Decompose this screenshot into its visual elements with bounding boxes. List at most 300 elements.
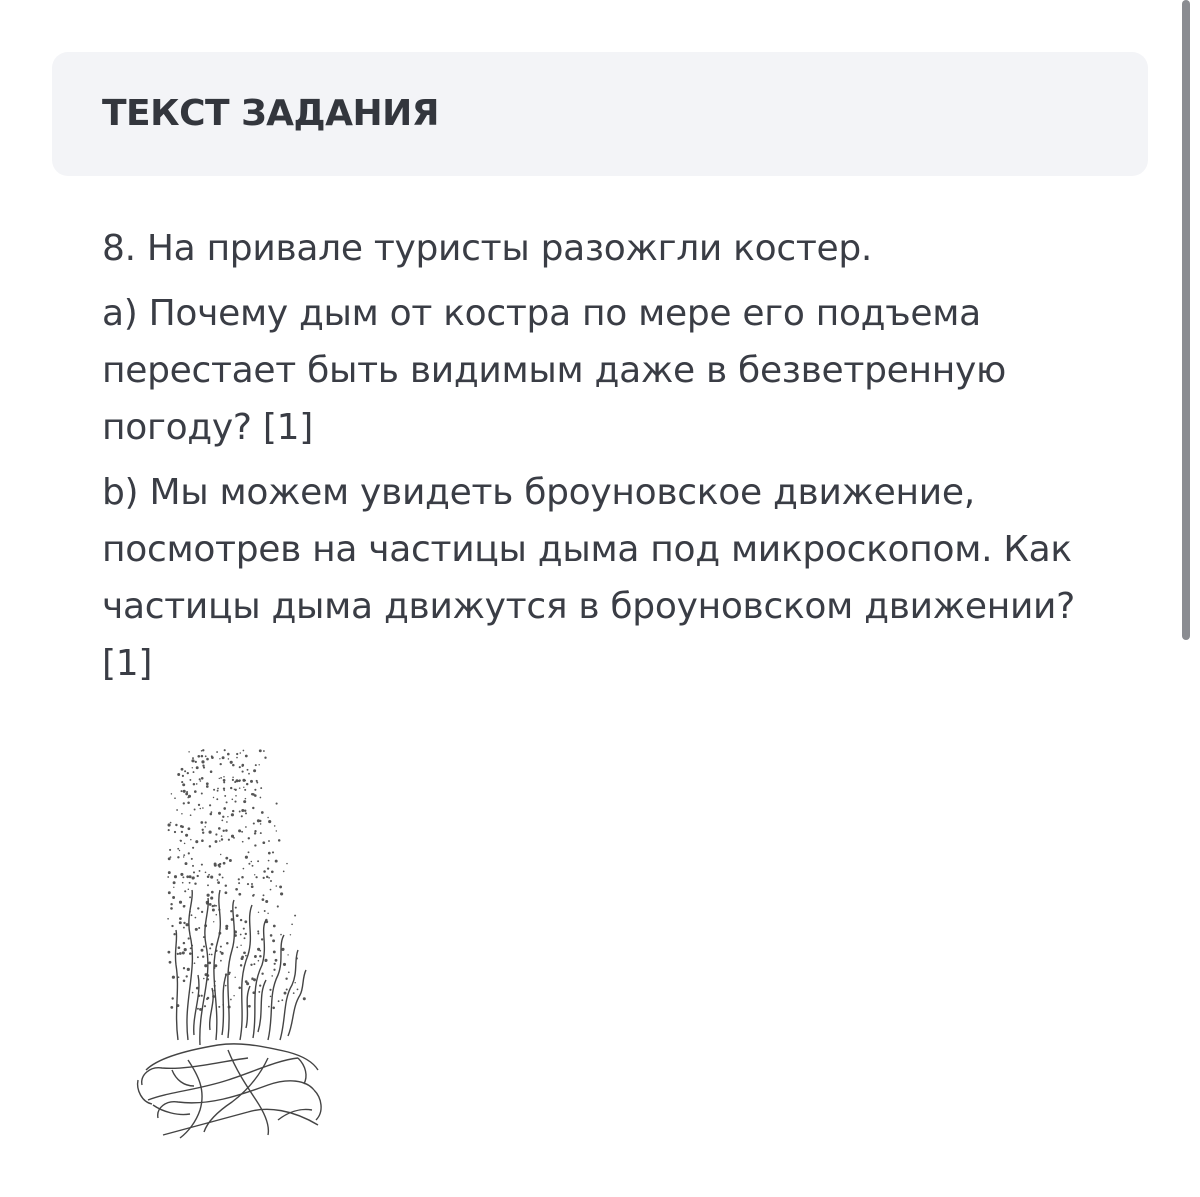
smoke-particle [211, 954, 213, 956]
smoke-particle [174, 797, 176, 799]
smoke-particle [201, 777, 204, 780]
smoke-particle [211, 756, 214, 759]
smoke-particle [171, 925, 173, 927]
smoke-particle [204, 964, 207, 967]
smoke-particle [183, 854, 185, 856]
smoke-particle [219, 758, 220, 759]
smoke-particle [293, 992, 295, 994]
smoke-particle [271, 870, 274, 873]
smoke-particle [201, 995, 203, 997]
smoke-particle [201, 755, 204, 758]
smoke-particle [198, 804, 200, 806]
smoke-particle [262, 841, 265, 844]
smoke-particle [223, 830, 225, 832]
smoke-particle [286, 988, 288, 990]
smoke-particle [170, 907, 173, 910]
smoke-particle [196, 766, 199, 769]
smoke-particle [251, 885, 254, 888]
smoke-particle [241, 831, 243, 833]
smoke-particle [282, 948, 285, 951]
smoke-particle [236, 753, 238, 755]
smoke-particle [271, 975, 273, 977]
smoke-particle [181, 768, 184, 771]
smoke-particle [183, 967, 185, 969]
smoke-particle [222, 877, 224, 879]
smoke-particle [245, 856, 248, 859]
smoke-particle [184, 770, 186, 772]
smoke-particle [242, 841, 244, 843]
smoke-particle [181, 781, 183, 783]
smoke-particle [222, 756, 225, 759]
smoke-particle [189, 896, 191, 898]
smoke-particle [205, 755, 207, 757]
smoke-particle [182, 882, 184, 884]
smoke-particle [215, 833, 217, 835]
smoke-particle [266, 876, 268, 878]
smoke-particle [233, 837, 235, 839]
smoke-particle [232, 779, 234, 781]
smoke-particle [210, 897, 213, 900]
smoke-particle [185, 792, 188, 795]
smoke-particle [245, 798, 247, 800]
smoke-particle [185, 834, 188, 837]
smoke-particle [268, 1006, 270, 1008]
smoke-particle [223, 788, 225, 790]
smoke-particle [182, 876, 184, 878]
smoke-particle [234, 781, 236, 783]
smoke-particle [268, 840, 270, 842]
smoke-particle [265, 900, 268, 903]
smoke-particle [241, 876, 244, 879]
smoke-particle [183, 802, 185, 804]
smoke-particle [206, 782, 209, 785]
smoke-particle [187, 802, 190, 805]
smoke-particle [267, 913, 268, 914]
smoke-particle [244, 920, 247, 923]
smoke-particle [240, 934, 242, 936]
smoke-particle [189, 779, 191, 781]
smoke-particle [276, 803, 278, 805]
smoke-particle [206, 998, 208, 1000]
smoke-particle [275, 959, 278, 962]
smoke-particle [200, 780, 202, 782]
smoke-particle [250, 780, 253, 783]
smoke-particle [254, 794, 257, 797]
smoke-particle [250, 964, 252, 966]
smoke-particle [234, 789, 235, 790]
smoke-particle [244, 810, 246, 812]
smoke-particle [185, 862, 188, 865]
smoke-particle [201, 839, 204, 842]
smoke-particle [192, 992, 194, 994]
smoke-particle [167, 951, 170, 954]
smoke-particle [238, 882, 240, 884]
smoke-particle [207, 884, 209, 886]
smoke-particle [251, 861, 253, 863]
smoke-particle [232, 799, 234, 801]
smoke-particle [210, 876, 213, 879]
smoke-particle [225, 829, 228, 832]
smoke-particle [179, 921, 182, 924]
smoke-particle [261, 811, 264, 814]
smoke-particle [275, 860, 278, 863]
smoke-particle [264, 910, 266, 912]
smoke-particle [214, 905, 216, 907]
smoke-particle [219, 865, 221, 867]
smoke-particle [238, 829, 241, 832]
smoke-particle [209, 831, 212, 834]
smoke-particle [285, 977, 287, 979]
smoke-particle [179, 952, 182, 955]
smoke-particle [245, 812, 247, 814]
smoke-particle [247, 883, 249, 885]
smoke-particle [279, 885, 282, 888]
smoke-particle [254, 832, 256, 834]
smoke-particle [230, 761, 233, 764]
smoke-particle [232, 764, 235, 767]
smoke-particle [197, 1008, 199, 1010]
smoke-particle [221, 835, 223, 837]
smoke-particle [231, 813, 234, 816]
smoke-particle [200, 808, 202, 810]
smoke-particle [207, 894, 210, 897]
smoke-particle [253, 822, 255, 824]
smoke-particle [203, 978, 205, 980]
smoke-particle [218, 1006, 220, 1008]
smoke-particle [183, 905, 186, 908]
smoke-particle [194, 809, 196, 811]
smoke-particle [184, 948, 187, 951]
smoke-particle [270, 996, 272, 998]
smoke-particle [210, 813, 213, 816]
smoke-particle [273, 925, 276, 928]
smoke-particle [220, 951, 222, 953]
smoke-particle [173, 881, 176, 884]
smoke-particle [255, 764, 257, 766]
smoke-particle [213, 789, 215, 791]
smoke-particle [259, 749, 262, 752]
smoke-particle [257, 948, 260, 951]
smoke-particle [280, 934, 282, 936]
smoke-particle [222, 816, 224, 818]
smoke-particle [224, 749, 226, 751]
smoke-particle [177, 773, 180, 776]
smoke-particle [216, 751, 218, 753]
smoke-particle [183, 927, 185, 929]
smoke-particle [168, 823, 171, 826]
smoke-particle [211, 943, 214, 946]
smoke-particle [202, 765, 204, 767]
smoke-particle [253, 769, 256, 772]
smoke-particle [226, 821, 228, 823]
smoke-particle [191, 914, 193, 916]
smoke-particle [227, 816, 228, 817]
smoke-particle [192, 865, 194, 867]
smoke-particle [188, 827, 191, 830]
smoke-particle [243, 787, 244, 788]
smoke-particle [223, 776, 225, 778]
smoke-particle [208, 874, 210, 876]
smoke-particle [168, 829, 170, 831]
smoke-particle [263, 750, 265, 752]
smoke-particle [254, 830, 256, 832]
smoke-particle [177, 848, 179, 850]
smoke-particle [229, 859, 232, 862]
smoke-particle [263, 870, 266, 873]
smoke-particle [189, 952, 192, 955]
smoke-particle [214, 863, 217, 866]
smoke-particle [230, 999, 232, 1001]
smoke-particle [204, 1005, 206, 1007]
smoke-particle [239, 787, 241, 789]
smoke-particle [186, 975, 188, 977]
smoke-particle [201, 911, 203, 913]
smoke-particle [254, 789, 256, 791]
smoke-particle [252, 865, 254, 867]
smoke-particle [244, 789, 246, 791]
smoke-particle [245, 955, 247, 957]
smoke-particle [234, 801, 236, 803]
smoke-particle [236, 757, 238, 759]
smoke-particle [168, 857, 171, 860]
smoke-particle [178, 946, 181, 949]
smoke-particle [245, 755, 248, 758]
smoke-particle [192, 847, 194, 849]
smoke-particle [208, 962, 211, 965]
smoke-particle [224, 795, 226, 797]
smoke-particle [168, 871, 171, 874]
smoke-particle [223, 779, 226, 782]
smoke-particle [212, 909, 215, 912]
smoke-particle [203, 945, 205, 947]
smoke-particle [211, 811, 213, 813]
smoke-particle [168, 891, 171, 894]
smoke-particle [181, 813, 183, 815]
smoke-particle [270, 889, 272, 891]
smoke-particle [225, 857, 228, 860]
smoke-particle [197, 875, 199, 877]
smoke-particle [283, 871, 285, 873]
smoke-particle [217, 881, 220, 884]
smoke-particle [193, 771, 195, 773]
smoke-particle [257, 930, 259, 932]
smoke-particle [167, 918, 169, 920]
smoke-particle [226, 801, 228, 803]
smoke-particle [257, 860, 259, 862]
smoke-particle [248, 773, 250, 775]
smoke-particle [202, 807, 204, 809]
smoke-particle [243, 928, 245, 930]
smoke-particle [220, 777, 222, 779]
smoke-particle [183, 856, 184, 857]
smoke-particle [195, 761, 197, 763]
smoke-particle [278, 839, 281, 842]
smoke-particle [170, 1006, 173, 1009]
smoke-particle [268, 877, 270, 879]
smoke-particle [240, 919, 242, 921]
smoke-particle [240, 752, 242, 754]
smoke-particle [236, 914, 239, 917]
smoke-particle [294, 982, 295, 983]
smoke-particle [274, 825, 276, 827]
smoke-particle [206, 785, 209, 788]
smoke-particle [195, 928, 198, 931]
smoke-particle [238, 780, 240, 782]
smoke-particle [235, 795, 237, 797]
smoke-particle [190, 814, 192, 816]
smoke-particle [223, 862, 226, 865]
smoke-particle [268, 852, 271, 855]
smoke-particle [218, 873, 220, 875]
smoke-particle [225, 884, 227, 886]
smoke-particle [253, 894, 255, 896]
page-title: ТЕКСТ ЗАДАНИЯ [102, 93, 439, 134]
smoke-particle [219, 840, 221, 842]
smoke-particle [254, 874, 255, 875]
smoke-particle [199, 870, 201, 872]
smoke-particle [283, 963, 286, 966]
smoke-particle [189, 882, 191, 884]
smoke-particle [254, 844, 256, 846]
smoke-particle [188, 852, 190, 854]
smoke-particle [255, 876, 257, 878]
smoke-particle [230, 910, 232, 912]
smoke-particle [181, 831, 183, 833]
smoke-particle [220, 763, 222, 765]
smoke-particle [258, 991, 260, 993]
smoke-particle [188, 751, 189, 752]
task-text [102, 220, 1102, 700]
smoke-particle [179, 901, 182, 904]
smoke-particle [210, 770, 213, 773]
smoke-particle [206, 758, 209, 761]
smoke-particle [270, 880, 272, 882]
smoke-particle [172, 997, 174, 999]
smoke-particle [198, 927, 200, 929]
question-text: 8. На привале туристы разожгли костер. [102, 228, 873, 269]
smoke-particle [173, 933, 175, 935]
smoke-particle [223, 807, 226, 810]
smoke-particle [225, 927, 228, 930]
smoke-particle [202, 829, 204, 831]
smoke-particle [176, 809, 178, 811]
smoke-particle [192, 757, 194, 759]
smoke-particle [225, 985, 227, 987]
smoke-particle [272, 1007, 275, 1010]
smoke-particle [273, 950, 276, 953]
smoke-particle [258, 960, 260, 962]
smoke-particle [228, 839, 230, 841]
smoke-particle [202, 832, 204, 834]
smoke-particle [245, 980, 248, 983]
smoke-particle [221, 820, 223, 822]
smoke-particle [196, 783, 198, 785]
smoke-particle [235, 907, 237, 909]
smoke-particle [243, 800, 246, 803]
smoke-particle [268, 860, 270, 862]
smoke-particle [170, 822, 172, 824]
smoke-particle [175, 824, 177, 826]
smoke-particle [192, 767, 193, 768]
smoke-particle [174, 875, 177, 878]
smoke-particle [192, 877, 195, 880]
smoke-particle [240, 964, 242, 966]
smoke-particle [181, 790, 183, 792]
smoke-particle [257, 819, 260, 822]
smoke-particle [197, 755, 200, 758]
smoke-particle [179, 917, 182, 920]
smoke-particle [223, 781, 225, 783]
scrollbar[interactable] [1182, 0, 1190, 640]
smoke-particle [288, 971, 290, 973]
smoke-particle [217, 790, 219, 792]
smoke-particle [244, 937, 246, 939]
smoke-particle [263, 894, 265, 896]
smoke-particle [232, 810, 234, 812]
smoke-particle [177, 856, 179, 858]
smoke-particle [215, 840, 218, 843]
smoke-particle [239, 811, 241, 813]
smoke-particle [264, 959, 267, 962]
smoke-particle [290, 934, 291, 935]
smoke-particle [183, 790, 186, 793]
smoke-particle [258, 764, 259, 765]
smoke-particle [236, 946, 238, 948]
smoke-particle [170, 903, 172, 905]
smoke-particle [195, 917, 197, 919]
smoke-particle [234, 977, 235, 978]
smoke-particle [218, 827, 221, 830]
smoke-particle [213, 797, 214, 798]
smoke-particle [258, 912, 259, 913]
smoke-particle [242, 779, 245, 782]
smoke-particle [259, 955, 262, 958]
smoke-particle [245, 826, 247, 828]
smoke-particle [171, 793, 172, 794]
smoke-particle [177, 953, 179, 955]
smoke-particle [248, 863, 250, 865]
smoke-particle [262, 898, 265, 901]
smoke-particle [201, 949, 204, 952]
smoke-particle [267, 867, 269, 869]
smoke-particle [235, 888, 238, 891]
smoke-particle [219, 778, 220, 779]
smoke-particle [219, 863, 221, 865]
smoke-particle [241, 809, 244, 812]
smoke-particle [256, 780, 258, 782]
smoke-particle [188, 889, 190, 891]
smoke-particle [209, 804, 211, 806]
smoke-particle [263, 877, 265, 879]
smoke-particle [179, 850, 180, 851]
smoke-particle [233, 995, 234, 996]
smoke-particle [183, 942, 185, 944]
smoke-particle [189, 875, 192, 878]
smoke-particle [190, 839, 192, 841]
smoke-particle [239, 766, 241, 768]
smoke-particle [225, 891, 228, 894]
smoke-particle [277, 905, 279, 907]
smoke-particle [268, 820, 271, 823]
smoke-particle [184, 843, 186, 845]
smoke-particle [229, 972, 231, 974]
smoke-particle [182, 783, 185, 786]
smoke-particle [211, 891, 214, 894]
smoke-particle [264, 757, 266, 759]
smoke-particle [228, 758, 230, 760]
smoke-particle [167, 876, 169, 878]
smoke-particle [274, 963, 276, 965]
